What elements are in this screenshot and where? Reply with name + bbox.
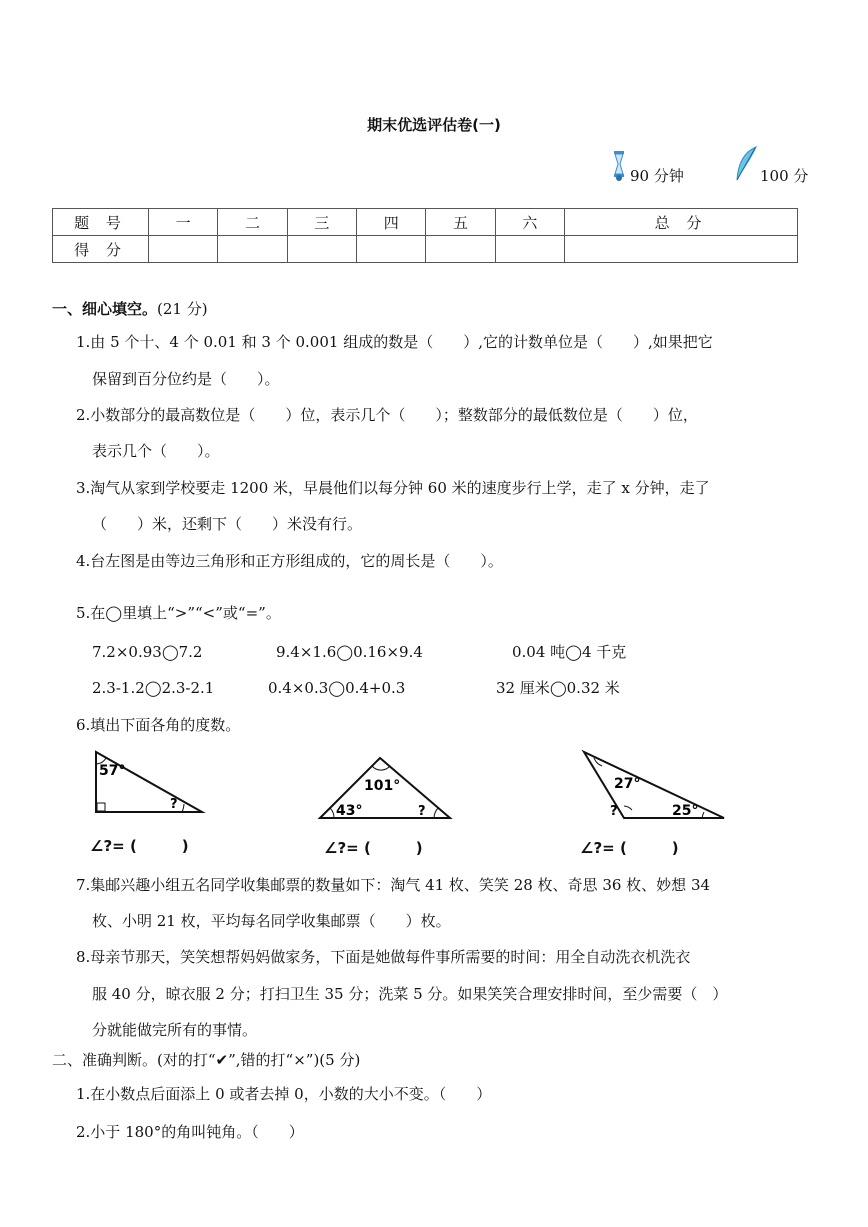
- total-score: 100 分: [760, 167, 809, 185]
- question-1-line-2: 保留到百分位约是（ ）。: [92, 370, 280, 388]
- score-cell[interactable]: [287, 236, 356, 263]
- question-1-line-1: 1.由 5 个十、4 个 0.01 和 3 个 0.001 组成的数是（ ）,它的计数单位是（ ）,如果把它: [76, 333, 713, 351]
- question-4: 4.台左图是由等边三角形和正方形组成的，它的周长是（ ）。: [76, 552, 503, 570]
- compare-item: 2.3-1.2◯2.3-2.1: [92, 679, 215, 697]
- score-table-header-cell: 二: [218, 209, 287, 236]
- score-table: [52, 208, 798, 263]
- score-table-header-cell: 五: [426, 209, 495, 236]
- hourglass-icon: [612, 150, 626, 186]
- judge-question-1: 1.在小数点后面添上 0 或者去掉 0，小数的大小不变。（ ）: [76, 1085, 492, 1103]
- question-2-line-1: 2.小数部分的最高数位是（ ）位，表示几个（ ）；整数部分的最低数位是（ ）位，: [76, 406, 698, 424]
- angle-label: 27°: [614, 776, 641, 792]
- question-6: 6.填出下面各角的度数。: [76, 716, 241, 734]
- angle-label: ?: [170, 797, 178, 812]
- score-table-header-cell: 四: [357, 209, 426, 236]
- angle-label: ?: [418, 804, 426, 819]
- compare-item: 0.04 吨◯4 千克: [512, 643, 627, 661]
- section1-title: 一、细心填空。: [52, 300, 158, 318]
- section1-points: (21 分): [157, 300, 208, 318]
- judge-question-2: 2.小于 180°的角叫钝角。（ ）: [76, 1123, 304, 1141]
- question-7-line-2: 枚、小明 21 枚，平均每名同学收集邮票（ ）枚。: [92, 912, 451, 930]
- score-table-header-cell: 一: [149, 209, 218, 236]
- question-3-line-2: （ ）米，还剩下（ ）米没有行。: [92, 515, 363, 533]
- question-8-line-3: 分就能做完所有的事情。: [92, 1021, 258, 1039]
- compare-item: 32 厘米◯0.32 米: [496, 679, 620, 697]
- page-title: 期末优选评估卷(一): [367, 116, 501, 134]
- question-3-line-1: 3.淘气从家到学校要走 1200 米，早晨他们以每分钟 60 米的速度步行上学，走了 x 分钟，走了: [76, 479, 710, 497]
- angle-label: 25°: [672, 803, 699, 819]
- score-table-header-cell: 题 号: [53, 209, 149, 236]
- question-2-line-2: 表示几个（ ）。: [92, 442, 220, 460]
- angle-answer: ∠?= ( ): [90, 837, 189, 855]
- score-cell[interactable]: [218, 236, 287, 263]
- section2-heading: [52, 1049, 360, 1070]
- score-cell[interactable]: [565, 236, 798, 263]
- triangle-figure-1: [90, 748, 210, 818]
- score-cell[interactable]: [149, 236, 218, 263]
- score-table-header-cell: 三: [287, 209, 356, 236]
- score-table-header-row: [53, 209, 798, 236]
- angle-answer: ∠?= ( ): [324, 839, 423, 857]
- score-table-score-row: [53, 236, 798, 263]
- angle-label: 101°: [364, 778, 401, 794]
- section1-heading: [52, 298, 208, 319]
- question-5: 5.在◯里填上“>”“<”或“=”。: [76, 604, 281, 622]
- feather-pen-icon: [734, 146, 758, 186]
- angle-label: 57°: [99, 763, 126, 779]
- score-table-header-cell: 六: [495, 209, 564, 236]
- score-table-row-label: 得 分: [53, 236, 149, 263]
- triangle-figure-3: [580, 748, 730, 820]
- angle-label: 43°: [336, 803, 363, 819]
- score-cell[interactable]: [357, 236, 426, 263]
- compare-item: 9.4×1.6◯0.16×9.4: [276, 643, 423, 661]
- angle-answer: ∠?= ( ): [580, 839, 679, 857]
- check-mark-icon: ✔: [215, 1051, 229, 1069]
- score-cell[interactable]: [426, 236, 495, 263]
- compare-item: 7.2×0.93◯7.2: [92, 643, 203, 661]
- compare-item: 0.4×0.3◯0.4+0.3: [268, 679, 406, 697]
- angle-label: ?: [610, 804, 618, 819]
- section2-heading-part-2: ”,错的打“×”)(5 分): [228, 1051, 361, 1069]
- score-cell[interactable]: [495, 236, 564, 263]
- section2-heading-part-1: 二、准确判断。(对的打“: [52, 1051, 216, 1069]
- time-limit: 90 分钟: [630, 167, 684, 185]
- score-table-header-cell: 总 分: [565, 209, 798, 236]
- question-8-line-1: 8.母亲节那天，笑笑想帮妈妈做家务，下面是她做每件事所需要的时间：用全自动洗衣机洗衣: [76, 948, 691, 966]
- triangle-figure-2: [316, 752, 456, 824]
- question-8-line-2: 服 40 分，晾衣服 2 分；打扫卫生 35 分；洗菜 5 分。如果笑笑合理安排时间，至少需要（ ）: [92, 985, 728, 1003]
- question-7-line-1: 7.集邮兴趣小组五名同学收集邮票的数量如下：淘气 41 枚、笑笑 28 枚、奇思 36 枚、妙想 34: [76, 876, 711, 894]
